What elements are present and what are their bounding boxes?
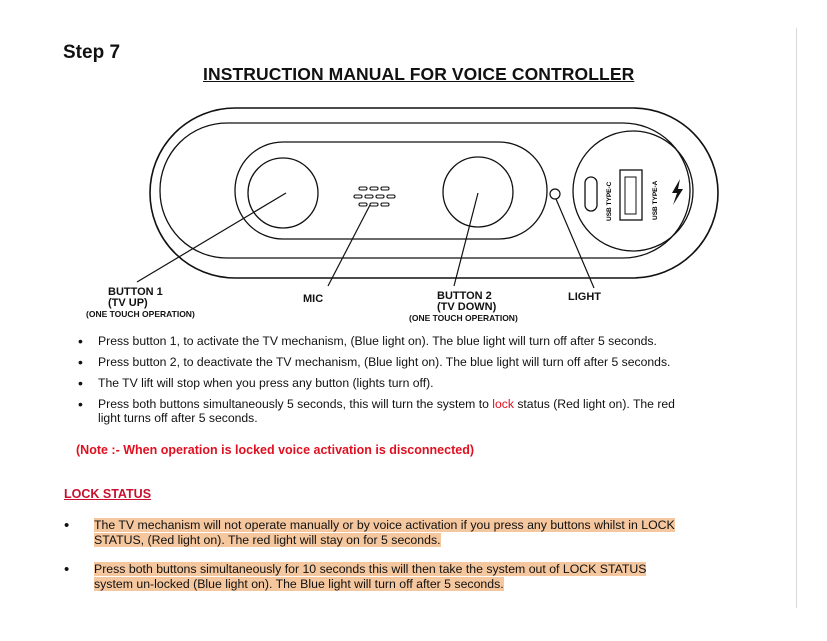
instruction-item: • The TV lift will stop when you press any button (lights turn off). [78,376,778,390]
label-button-2: BUTTON 2 (TV DOWN) (ONE TOUCH OPERATION) [409,290,518,323]
button-panel [235,142,547,239]
leader-button-1 [137,193,286,282]
label-mic: MIC [303,293,324,305]
instruction-item: • Press both buttons simultaneously 5 seconds, this will turn the system to lock status (Red light on). The red light turns off after 5 seconds. [78,397,778,425]
lightning-icon [672,179,683,205]
lock-note: (Note :- When operation is locked voice activation is disconnected) [76,443,474,457]
usb-c-label: USB TYPE-C [606,181,613,221]
light-led [550,189,560,199]
manual-title: INSTRUCTION MANUAL FOR VOICE CONTROLLER [203,64,635,84]
lock-word: lock [492,397,514,411]
usb-c-port [585,177,597,211]
label-button-1: BUTTON 1 (TV UP) (ONE TOUCH OPERATION) [86,286,195,319]
mic-grille [354,187,395,206]
button-1 [248,158,318,228]
usb-a-label: USB TYPE-A [652,180,659,220]
button-2 [443,157,513,227]
leader-light [556,199,594,288]
instruction-item: • Press button 2, to deactivate the TV mechanism, (Blue light on). The blue light will turn off after 5 seconds. [78,355,778,369]
instruction-list [78,334,778,432]
lock-status-heading: LOCK STATUS [64,487,152,501]
step-heading: Step 7 [63,42,121,63]
instruction-item: • Press button 1, to activate the TV mechanism, (Blue light on). The blue light will turn off after 5 seconds. [78,334,778,348]
leader-mic [328,205,370,286]
label-light: LIGHT [568,291,601,303]
